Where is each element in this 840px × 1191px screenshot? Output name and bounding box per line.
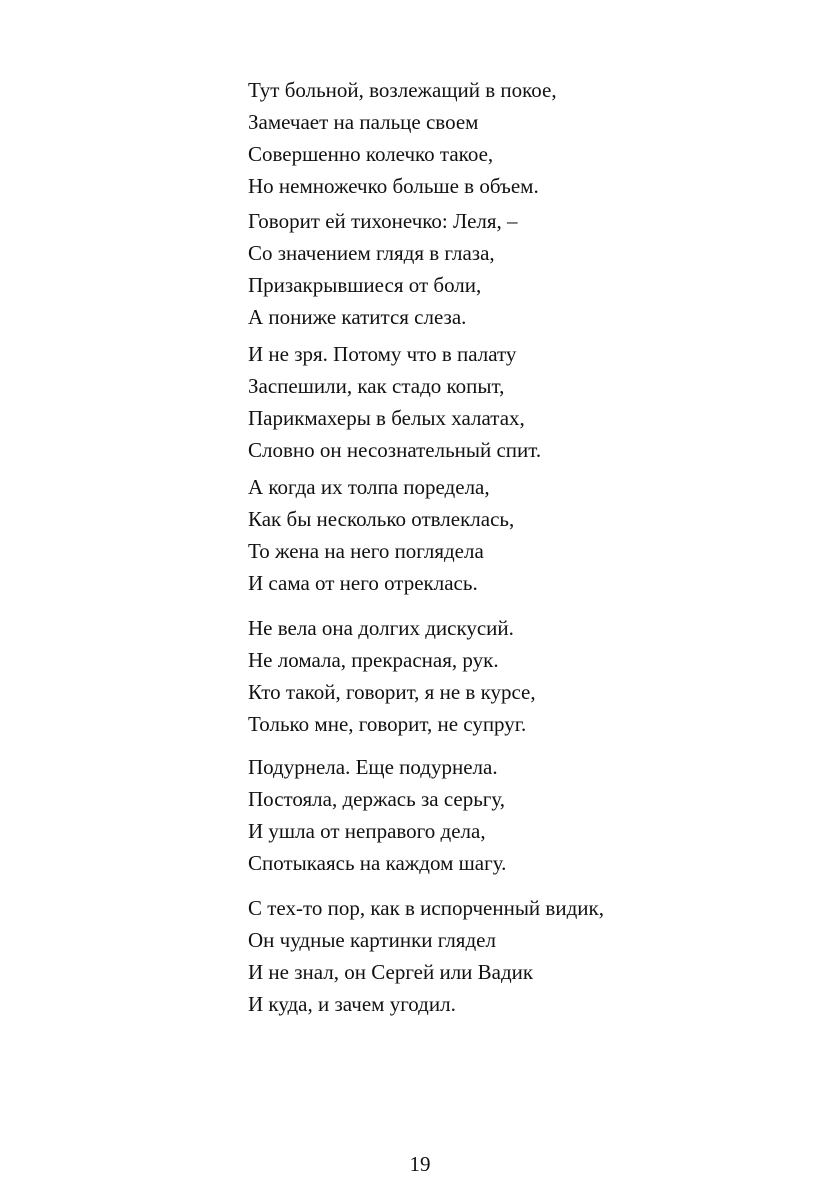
verse-line: Заспешили, как стадо копыт, — [248, 374, 505, 398]
verse-line: Не ломала, прекрасная, рук. — [248, 648, 499, 672]
verse-line: А пониже катится слеза. — [248, 305, 467, 329]
verse-line: И не зря. Потому что в палату — [248, 342, 517, 366]
verse-line: Со значением глядя в глаза, — [248, 241, 495, 265]
verse-line: С тех-то пор, как в испорченный видик, — [248, 896, 604, 920]
verse-line: Парикмахеры в белых халатах, — [248, 406, 525, 430]
verse-line: Словно он несознательный спит. — [248, 438, 542, 462]
verse-line: Тут больной, возлежащий в покое, — [248, 78, 557, 102]
page-number: 19 — [409, 1152, 431, 1176]
verse-line: Говорит ей тихонечко: Леля, – — [248, 209, 518, 233]
stanza-6 — [248, 751, 506, 879]
verse-line: Спотыкаясь на каждом шагу. — [248, 851, 507, 875]
verse-line: Замечает на пальце своем — [248, 110, 479, 134]
verse-line: Но немножечко больше в объем. — [248, 174, 539, 198]
verse-line: То жена на него поглядела — [248, 539, 484, 563]
stanza-3 — [248, 338, 541, 466]
verse-line: Только мне, говорит, не супруг. — [248, 712, 527, 736]
verse-line: Подурнела. Еще подурнела. — [248, 755, 498, 779]
stanza-5 — [248, 612, 536, 740]
verse-line: И не знал, он Сергей или Вадик — [248, 960, 534, 984]
verse-line: Постояла, держась за серьгу, — [248, 787, 506, 811]
verse-line: Призакрывшиеся от боли, — [248, 273, 482, 297]
verse-line: И куда, и зачем угодил. — [248, 992, 456, 1016]
stanza-2 — [248, 205, 518, 333]
verse-line: Совершенно колечко такое, — [248, 142, 494, 166]
stanza-7 — [248, 892, 604, 1020]
verse-line: Как бы несколько отвлеклась, — [248, 507, 515, 531]
verse-line: И ушла от неправого дела, — [248, 819, 486, 843]
verse-line: А когда их толпа поредела, — [248, 475, 490, 499]
verse-line: Не вела она долгих дискусий. — [248, 616, 514, 640]
verse-line: И сама от него отреклась. — [248, 571, 478, 595]
verse-line: Он чудные картинки глядел — [248, 928, 496, 952]
stanza-1 — [248, 74, 557, 202]
verse-line: Кто такой, говорит, я не в курсе, — [248, 680, 536, 704]
stanza-4 — [248, 471, 514, 599]
